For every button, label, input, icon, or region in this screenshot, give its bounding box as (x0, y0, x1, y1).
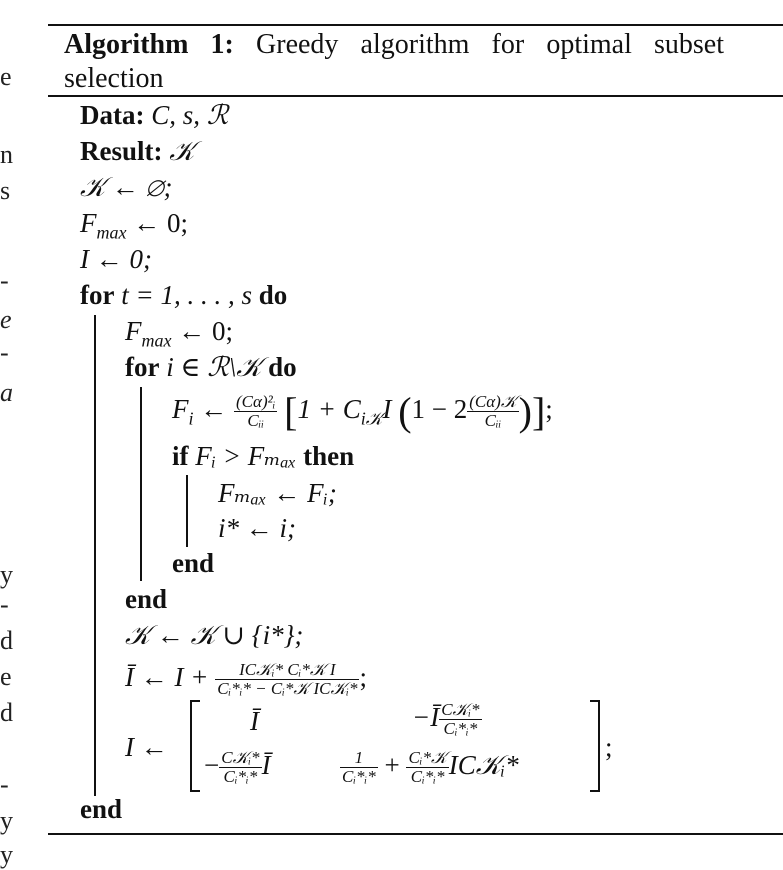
if-block-bar (186, 475, 188, 547)
fraction-numerator: 1 (340, 749, 378, 768)
fraction-denominator: Cᵢ*ᵢ* (223, 767, 258, 787)
matrix-cell-21-fraction (219, 749, 261, 786)
result-value: 𝒦 (169, 136, 195, 166)
fi-term-i: I (382, 394, 392, 424)
fi-symbol: F (172, 394, 189, 424)
inew-lhs: I ← (125, 732, 168, 762)
fi-fraction (234, 393, 277, 430)
matrix-cell-21-term: Ī (261, 750, 271, 780)
matrix-cell-22-plus: + (377, 750, 407, 780)
fraction-numerator: C𝒦ᵢ* (441, 700, 480, 720)
matrix-cell-11: Ī (250, 706, 259, 736)
fraction-numerator: (Cα)²ᵢ (236, 392, 276, 412)
top-rule (48, 24, 783, 26)
for-condition: i ∈ ℛ\𝒦 (159, 352, 269, 382)
if-line (172, 439, 354, 473)
margin-fragment: s (0, 176, 11, 205)
fraction-numerator: (Cα)𝒦 (469, 392, 517, 412)
end-inner-for: end (125, 584, 168, 614)
fraction-denominator: Cᵢᵢ (484, 411, 502, 431)
matrix-cell-12-term: −Ī (412, 702, 440, 732)
fraction-numerator: Cᵢ*𝒦 (408, 748, 447, 768)
end-for: end (80, 794, 123, 824)
data-value: C, s, ℛ (151, 100, 229, 130)
margin-fragment: y (0, 806, 13, 835)
istar-update-line: i* ← i; (218, 513, 296, 543)
fmax-assign: ← 0; (171, 316, 234, 346)
margin-fragment: y (0, 560, 13, 589)
margin-fragment: e (0, 62, 12, 91)
for-keyword: for (80, 280, 115, 310)
fmax-symbol: F (80, 208, 97, 238)
fraction-denominator: Cᵢ*ᵢ* (410, 767, 445, 787)
i-update-matrix (190, 700, 600, 792)
fmax-assign: ← 0; (126, 208, 189, 238)
fmax-subscript: max (96, 222, 127, 243)
matrix-cell-21-minus: − (204, 750, 220, 780)
fmax-update-line: Fₘₐₓ ← Fᵢ; (218, 478, 337, 508)
for-loop-bar (94, 315, 96, 796)
margin-fragment: d (0, 698, 13, 727)
fi-term: 1 + C (297, 394, 361, 424)
for-line (80, 278, 287, 312)
matrix-cell-12 (412, 700, 482, 738)
margin-fragment: e (0, 662, 12, 691)
algorithm-label: Algorithm 1: (64, 29, 234, 60)
fi-inner-fraction (467, 393, 518, 430)
margin-fragment: e (0, 305, 12, 334)
fraction-denominator: Cᵢ*ᵢ* − Cᵢ*𝒦 IC𝒦ᵢ* (217, 679, 358, 699)
line-terminator: ; (605, 732, 613, 762)
margin-fragment: d (0, 626, 13, 655)
fraction-denominator: Cᵢ*ᵢ* (443, 719, 478, 739)
fraction-numerator: C𝒦ᵢ* (221, 748, 260, 768)
fraction-denominator: Cᵢᵢ (247, 411, 265, 431)
matrix-cell-22-term: IC𝒦ᵢ* (448, 750, 519, 780)
then-keyword: then (303, 441, 355, 471)
fraction-numerator: IC𝒦ᵢ* Cᵢ*𝒦 I (215, 661, 359, 680)
inner-for-bar (140, 387, 142, 581)
matrix-cell-22 (340, 748, 519, 786)
matrix-cell-12-fraction (439, 701, 481, 738)
fi-subscript: i (188, 408, 194, 429)
if-keyword: if (172, 441, 189, 471)
margin-fragment: a (0, 378, 13, 407)
fmax-symbol: F (125, 316, 142, 346)
ibar-update-line (125, 660, 367, 698)
fraction-denominator: Cᵢ*ᵢ* (342, 767, 376, 787)
matrix-cell-22-fraction-b (406, 749, 448, 786)
algorithm-title: Greedy algorithm for optimal subset selection (64, 29, 725, 94)
data-line (80, 98, 228, 132)
margin-fragment: - (0, 770, 9, 799)
margin-fragment: - (0, 266, 9, 295)
fi-arrow: ← (193, 394, 235, 424)
bottom-rule (48, 833, 783, 835)
matrix-cell-22-fraction-a (340, 749, 378, 786)
matrix-cell-21 (204, 748, 271, 786)
fi-update-line: $F_i$ ← $\frac{\text{(Cα)²ᵢ}}{\text{Cᵢᵢ}}$ [$1 + C_{i𝒦}I$ (1 − 2 $\frac{\text{(Cα)𝒦}}{\text{Cᵢᵢ}}$ )]; (172, 388, 553, 434)
do-keyword: do (258, 280, 288, 310)
margin-fragment: - (0, 590, 9, 619)
margin-fragment: y (0, 840, 13, 869)
result-keyword: Result: (80, 136, 163, 166)
for-condition: t = 1, . . . , s (114, 280, 259, 310)
fi-term-subscript: i𝒦 (360, 408, 383, 429)
line-terminator: ; (545, 394, 553, 424)
ibar-fraction (215, 661, 359, 698)
if-condition: Fᵢ > Fₘₐₓ (188, 441, 304, 471)
data-keyword: Data: (80, 100, 145, 130)
margin-fragment: - (0, 338, 9, 367)
matrix-right-bracket (590, 700, 600, 792)
fmax-subscript: max (141, 330, 172, 351)
for-keyword: for (125, 352, 160, 382)
result-line (80, 134, 194, 168)
ibar-lhs: Ī ← I + (125, 662, 216, 692)
line-terminator: ; (359, 662, 367, 692)
do-keyword: do (268, 352, 297, 382)
inner-for-line (125, 350, 297, 384)
matrix-left-bracket (190, 700, 200, 792)
k-update-line: 𝒦 ← 𝒦 ∪ {i*}; (125, 620, 304, 650)
algorithm-caption (64, 28, 724, 96)
init-i-line: I ← 0; (80, 244, 152, 274)
end-if: end (172, 548, 215, 578)
init-k-line: 𝒦 ← ∅; (80, 172, 173, 202)
fi-inner-term: 1 − 2 (411, 394, 468, 424)
margin-fragment: n (0, 140, 13, 169)
